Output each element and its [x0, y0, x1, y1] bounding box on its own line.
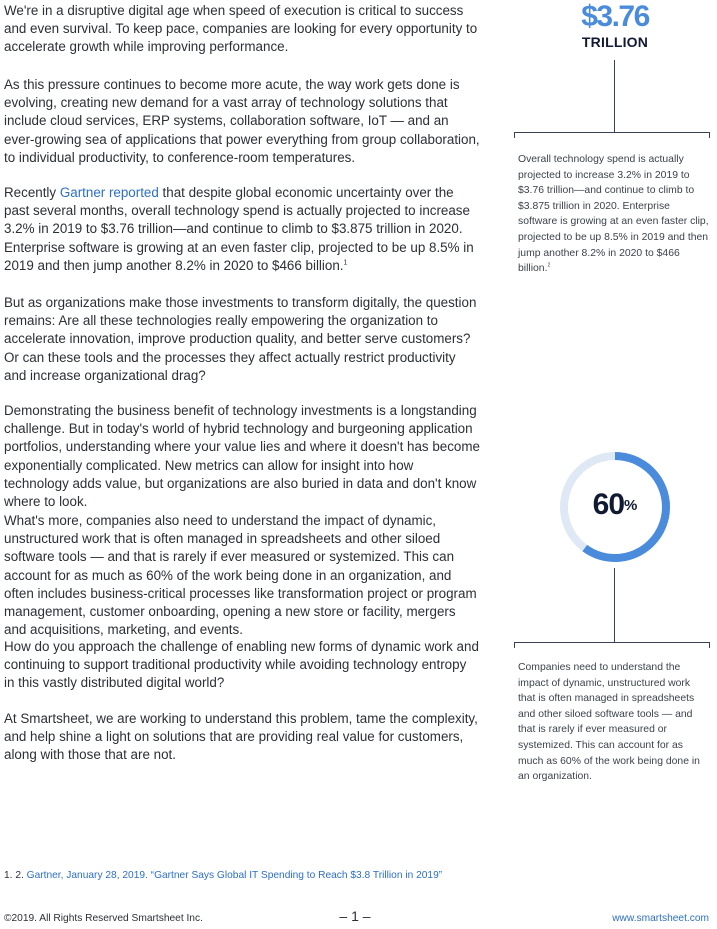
- callout-tick-left-1: [514, 132, 515, 138]
- stat-trillion-value: $3.76: [581, 0, 649, 33]
- connector-line-1: [614, 60, 615, 132]
- footer-copyright: ©2019. All Rights Reserved Smartsheet Inc.: [4, 913, 203, 924]
- callout-bar-2: [514, 642, 710, 643]
- footer-website-link[interactable]: www.smartsheet.com: [612, 913, 709, 924]
- callout-technology-spend: [518, 152, 710, 277]
- callout-tick-left-2: [514, 642, 515, 648]
- paragraph-challenge: How do you approach the challenge of enabling new forms of dynamic work and continuing to support traditional productivity while avoiding technology entropy in this vastly distributed digital world?: [4, 639, 479, 691]
- paragraph-intro: We're in a disruptive digital age when speed of execution is critical to success and even survival. To keep pace, companies are looking for every opportunity to accelerate growth while improving performance.: [4, 3, 478, 55]
- paragraph-gartner-body: that despite global economic uncertainty over the past several months, overall technology spend is actually projected to increase 3.2% in 2019 to $3.76 trillion—and continue to climb to $3.875 trillion in 2020. Enterprise software is growing at an even faster clip, projected to be up 8.5% in 2019 and then jump another 8.2% in 2020 to $466 billion.: [4, 185, 474, 273]
- footnote: [4, 870, 442, 881]
- footnote-marker-1: 1: [343, 259, 348, 267]
- paragraph-gartner: [4, 184, 480, 275]
- callout-bar-1: [514, 132, 710, 133]
- callout-dynamic-work: Companies need to understand the impact of dynamic, unstructured work that is often managed in spreadsheets and other siloed software tools — and that is rarely if ever measured or systemized. This can account for as much as 60% of the work being done in an organization.: [518, 662, 700, 783]
- connector-line-2: [614, 568, 615, 642]
- paragraph-demand: As this pressure continues to become more acute, the way work gets done is evolving, creating new demand for a vast array of technology solutions that include cloud services, ERP systems, collaboration software, IoT — and an ever-growing sea of applications that power everything from group collaboration, to individual productivity, to conference-room temperatures.: [4, 77, 480, 165]
- callout-tick-right-2: [709, 642, 710, 648]
- stat-percent-sign: %: [624, 497, 638, 514]
- paragraph-question: But as organizations make those investments to transform digitally, the question remains: Are all these technologies really empowering the organization to accelerate innovation, improve production quality, and better serve customers? Or can these tools and the processes they affect actually restrict productivity and increase organizational drag?: [4, 295, 477, 383]
- footer-page-number: – 1 –: [339, 908, 371, 924]
- gartner-reported-link[interactable]: Gartner reported: [59, 185, 159, 200]
- stat-sixty-percent: [558, 488, 672, 522]
- stat-trillion-unit: TRILLION: [581, 34, 649, 50]
- paragraph-gartner-lead: Recently: [4, 185, 60, 200]
- callout-technology-spend-text: Overall technology spend is actually projected to increase 3.2% in 2019 to $3.76 trillion—and continue to climb to $3.875 trillion in 2020. Enterprise software is growing at an even faster clip, projected to be up 8.5% in 2019 and then jump another 8.2% in 2020 to $466 billion.: [518, 154, 709, 275]
- stat-sixty-value: 60: [592, 488, 625, 521]
- paragraph-dynamic-work: What's more, companies also need to understand the impact of dynamic, unstructured work that is often managed in spreadsheets and other siloed software tools — and that is rarely if ever measured or systemized. This can account for as much as 60% of the work being done in an organization, and often includes business-critical processes like transformation project or program management, customer onboarding, opening a new store or facility, mergers and acquisitions, marketing, and events.: [4, 513, 477, 638]
- paragraph-metrics: Demonstrating the business benefit of technology investments is a longstanding challenge. But in today's world of hybrid technology and burgeoning application portfolios, understanding where your value lies and where it doesn't has become exponentially complicated. New metrics can allow for insight into how technology adds value, but organizations are also buried in data and don't know where to look.: [4, 403, 480, 510]
- footnote-marker-2: 2: [547, 262, 551, 269]
- paragraph-smartsheet: At Smartsheet, we are working to understand this problem, tame the complexity, and help shine a light on solutions that are providing real value for customers, along with those that are not.: [4, 711, 478, 763]
- callout-tick-right-1: [709, 132, 710, 138]
- footnote-numbers: 1. 2.: [4, 870, 27, 881]
- footnote-gartner-link[interactable]: Gartner, January 28, 2019. “Gartner Says Global IT Spending to Reach $3.8 Trillion in 2019”: [26, 870, 443, 881]
